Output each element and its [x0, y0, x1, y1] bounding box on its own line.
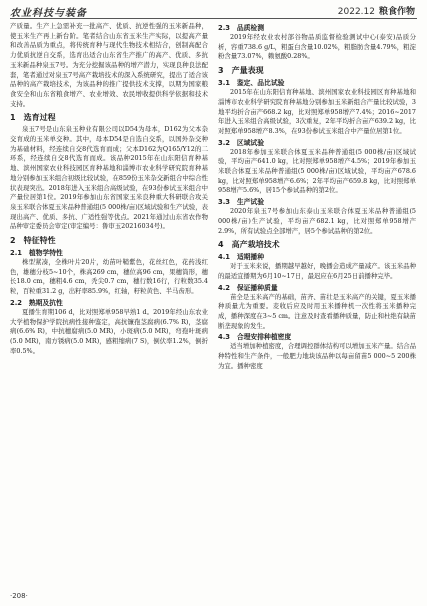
subsection-heading: 3.3 生产试验 — [218, 198, 265, 207]
paragraph: 对于玉米来说，播期越早越好，晚播会造成产量减产。该玉米品种的最适宜播期为6月10~17日，最迟应在6月25日前播种完毕。 — [218, 262, 416, 280]
paragraph: 夏播生育期106 d，比对照郑单958早熟1 d。2019年经山东农业大学植物保护学院抗病性接种鉴定，高抗镰孢茎腐病(6.7% R)，茎腐病(6.6% R)，中抗穗腐病(5.0 MR)，小斑病(5.0 MR)，弯孢叶斑病(5.0 MR)，南方锈病(5.0 MR)，感粗缩病(7 S)，倒伏率1.2%，倒折率0.5%。 — [10, 307, 208, 355]
journal-logo: 农业科技与装备 — [10, 8, 87, 19]
subsection-heading: 3.2 区域试验 — [218, 138, 265, 147]
subsection-heading: 4.2 保证播种质量 — [218, 283, 278, 292]
subsection-heading: 2.2 熟期及抗性 — [10, 298, 63, 307]
page-header — [0, 0, 427, 22]
paragraph: 2015年在山东阳信育种基地、滨州国家农业科技园区育种基地和淄博市农业科学研究院育种基地分别参加玉米新组合产量比较试验，3地平均折合亩产668.2 kg，比对照郑单958增产7.4%；2016~2017年进入玉米组合高级试验，3次重复，2年平均折合亩产639.2 kg，比对照郑单958增产8.3%，在93份参试玉米组合中产量位居第1位。 — [218, 88, 416, 135]
subsection-heading: 2.1 植物学特性 — [10, 249, 63, 258]
section-name: 粮食作物 — [378, 7, 415, 17]
subsection-heading: 4.1 适期播种 — [218, 253, 265, 262]
section-heading: 3 产量表现 — [218, 66, 264, 76]
subsection-heading: 2.3 品质检测 — [218, 24, 265, 32]
header-rule — [10, 18, 417, 19]
right-column — [218, 22, 416, 372]
section-heading: 4 高产栽培技术 — [218, 240, 280, 250]
paragraph: 产质量。生产上急需补充一批高产、优质、抗逆性强的玉米新品种，使玉米生产再上新台阶。笔者结合山东省玉米生产实际，以提高产量和改善品质为重点，将传统育种与现代生物技术相结合，创制高配合力优质抗逆自交系，选育出适合山东省生产推广的高产、优质、多抗玉米新品种泉玉7号。为充分挖掘该品种的增产潜力，实现良种良法配套，笔者通过对泉玉7号高产栽培技术的深入系统研究，提出了适合该品种的高产栽培技术，为该品种的推广提供技术支撑，以期为国家粮食安全和山东省粮食增产、农业增效、农民增收提供科学依据和技术支持。 — [10, 22, 208, 108]
paragraph: 苗全是玉米高产的基础，苗齐、苗壮是玉米高产的关键，夏玉米播种质量尤为重要。麦收后应及时用玉米播种机一次性将玉米播种完成，播种深度在3~5 cm。注意及时查看播种质量，防止和杜绝有缺苗断垄现象的发生。 — [218, 292, 416, 330]
subsection-heading: 3.1 鉴定、品比试验 — [218, 79, 285, 88]
issue-number: 2022.12 — [337, 7, 375, 17]
paragraph: 泉玉7号是山东泉玉种业有限公司以D54为母本，D162为父本杂交育成的玉米单交种。其中，母本D54是自选自交系，以国外杂交种为基础材料，经连续自交8代选育而成；父本D162为Q165/Y12的二环系，经连续自交8代选育而成。该品种2015年在山东阳信育种基地、滨州国家农业科技园区育种基地和淄博市农业科学研究院育种基地分别参加玉米组合初级比较试验，在859份玉米杂交新组合中综合性状表现突出。2018年进入玉米组合高级试验，在93份参试玉米组合中产量位居第1位。2019年参加山东省国家玉米良种重大科研联合攻关泉玉米联合体夏玉米品种普通组(5 000株/亩)区域试验和生产试验，表现出高产、优质、多抗、广适性强等优点。2021年通过山东省农作物品种审定委员会审定(审定编号：鲁审玉20216034号)。 — [10, 125, 208, 231]
paragraph: 2018年参加玉米联合体夏玉米品种普通组(5 000株/亩)区域试验，平均亩产641.0 kg，比对照郑单958增产4.5%；2019年参加玉米联合体夏玉米品种普通组(5 000株/亩)区域试验，平均亩产678.6 kg，比对照郑单958增产6.6%；2年平均亩产659.8 kg，比对照郑单958增产5.6%，居15个参试品种的第2位。 — [218, 147, 416, 195]
page-number: ·208· — [10, 592, 28, 600]
issue-info — [338, 4, 415, 17]
paragraph: 2020年泉玉7号参加山东泰山玉米联合体夏玉米品种普通组(5 000株/亩)生产试验，平均亩产682.1 kg，比对照郑单958增产2.9%，所有试验点全部增产，居5个参试品种的第2位。 — [218, 207, 416, 235]
section-heading: 2 特征特性 — [10, 236, 56, 246]
section-heading: 1 选育过程 — [10, 113, 56, 123]
subsection-heading: 4.3 合理安排种植密度 — [218, 333, 292, 342]
left-column — [10, 22, 208, 356]
paragraph: 株型紧凑，全株叶片20片，幼苗叶鞘紫色，花丝红色，花药浅红色，雄穗分枝5~10个，株高269 cm，穗位高96 cm，果穗筒形，穗长18.0 cm，穗粗4.6 cm，秃尖0.7 cm，穗行数16行，行粒数35.4粒，百粒重31.2 g，出籽率85.9%，红轴，籽粒黄色、半马齿形。 — [10, 258, 208, 296]
paragraph: 2019年经农业农村部谷物品质监督检验测试中心(泰安)品质分析，容重738.6 g/L，粗蛋白含量10.02%，粗脂肪含量4.79%，粗淀粉含量73.07%，赖氨酸0.28%。 — [218, 33, 416, 61]
paragraph: 适当增加种植密度，合理调控群体结构可以增加玉米产量。结合品种特性和生产条件，一般肥力地块该品种以每亩留苗5 000~5 200株为宜。播种密度 — [218, 342, 416, 370]
